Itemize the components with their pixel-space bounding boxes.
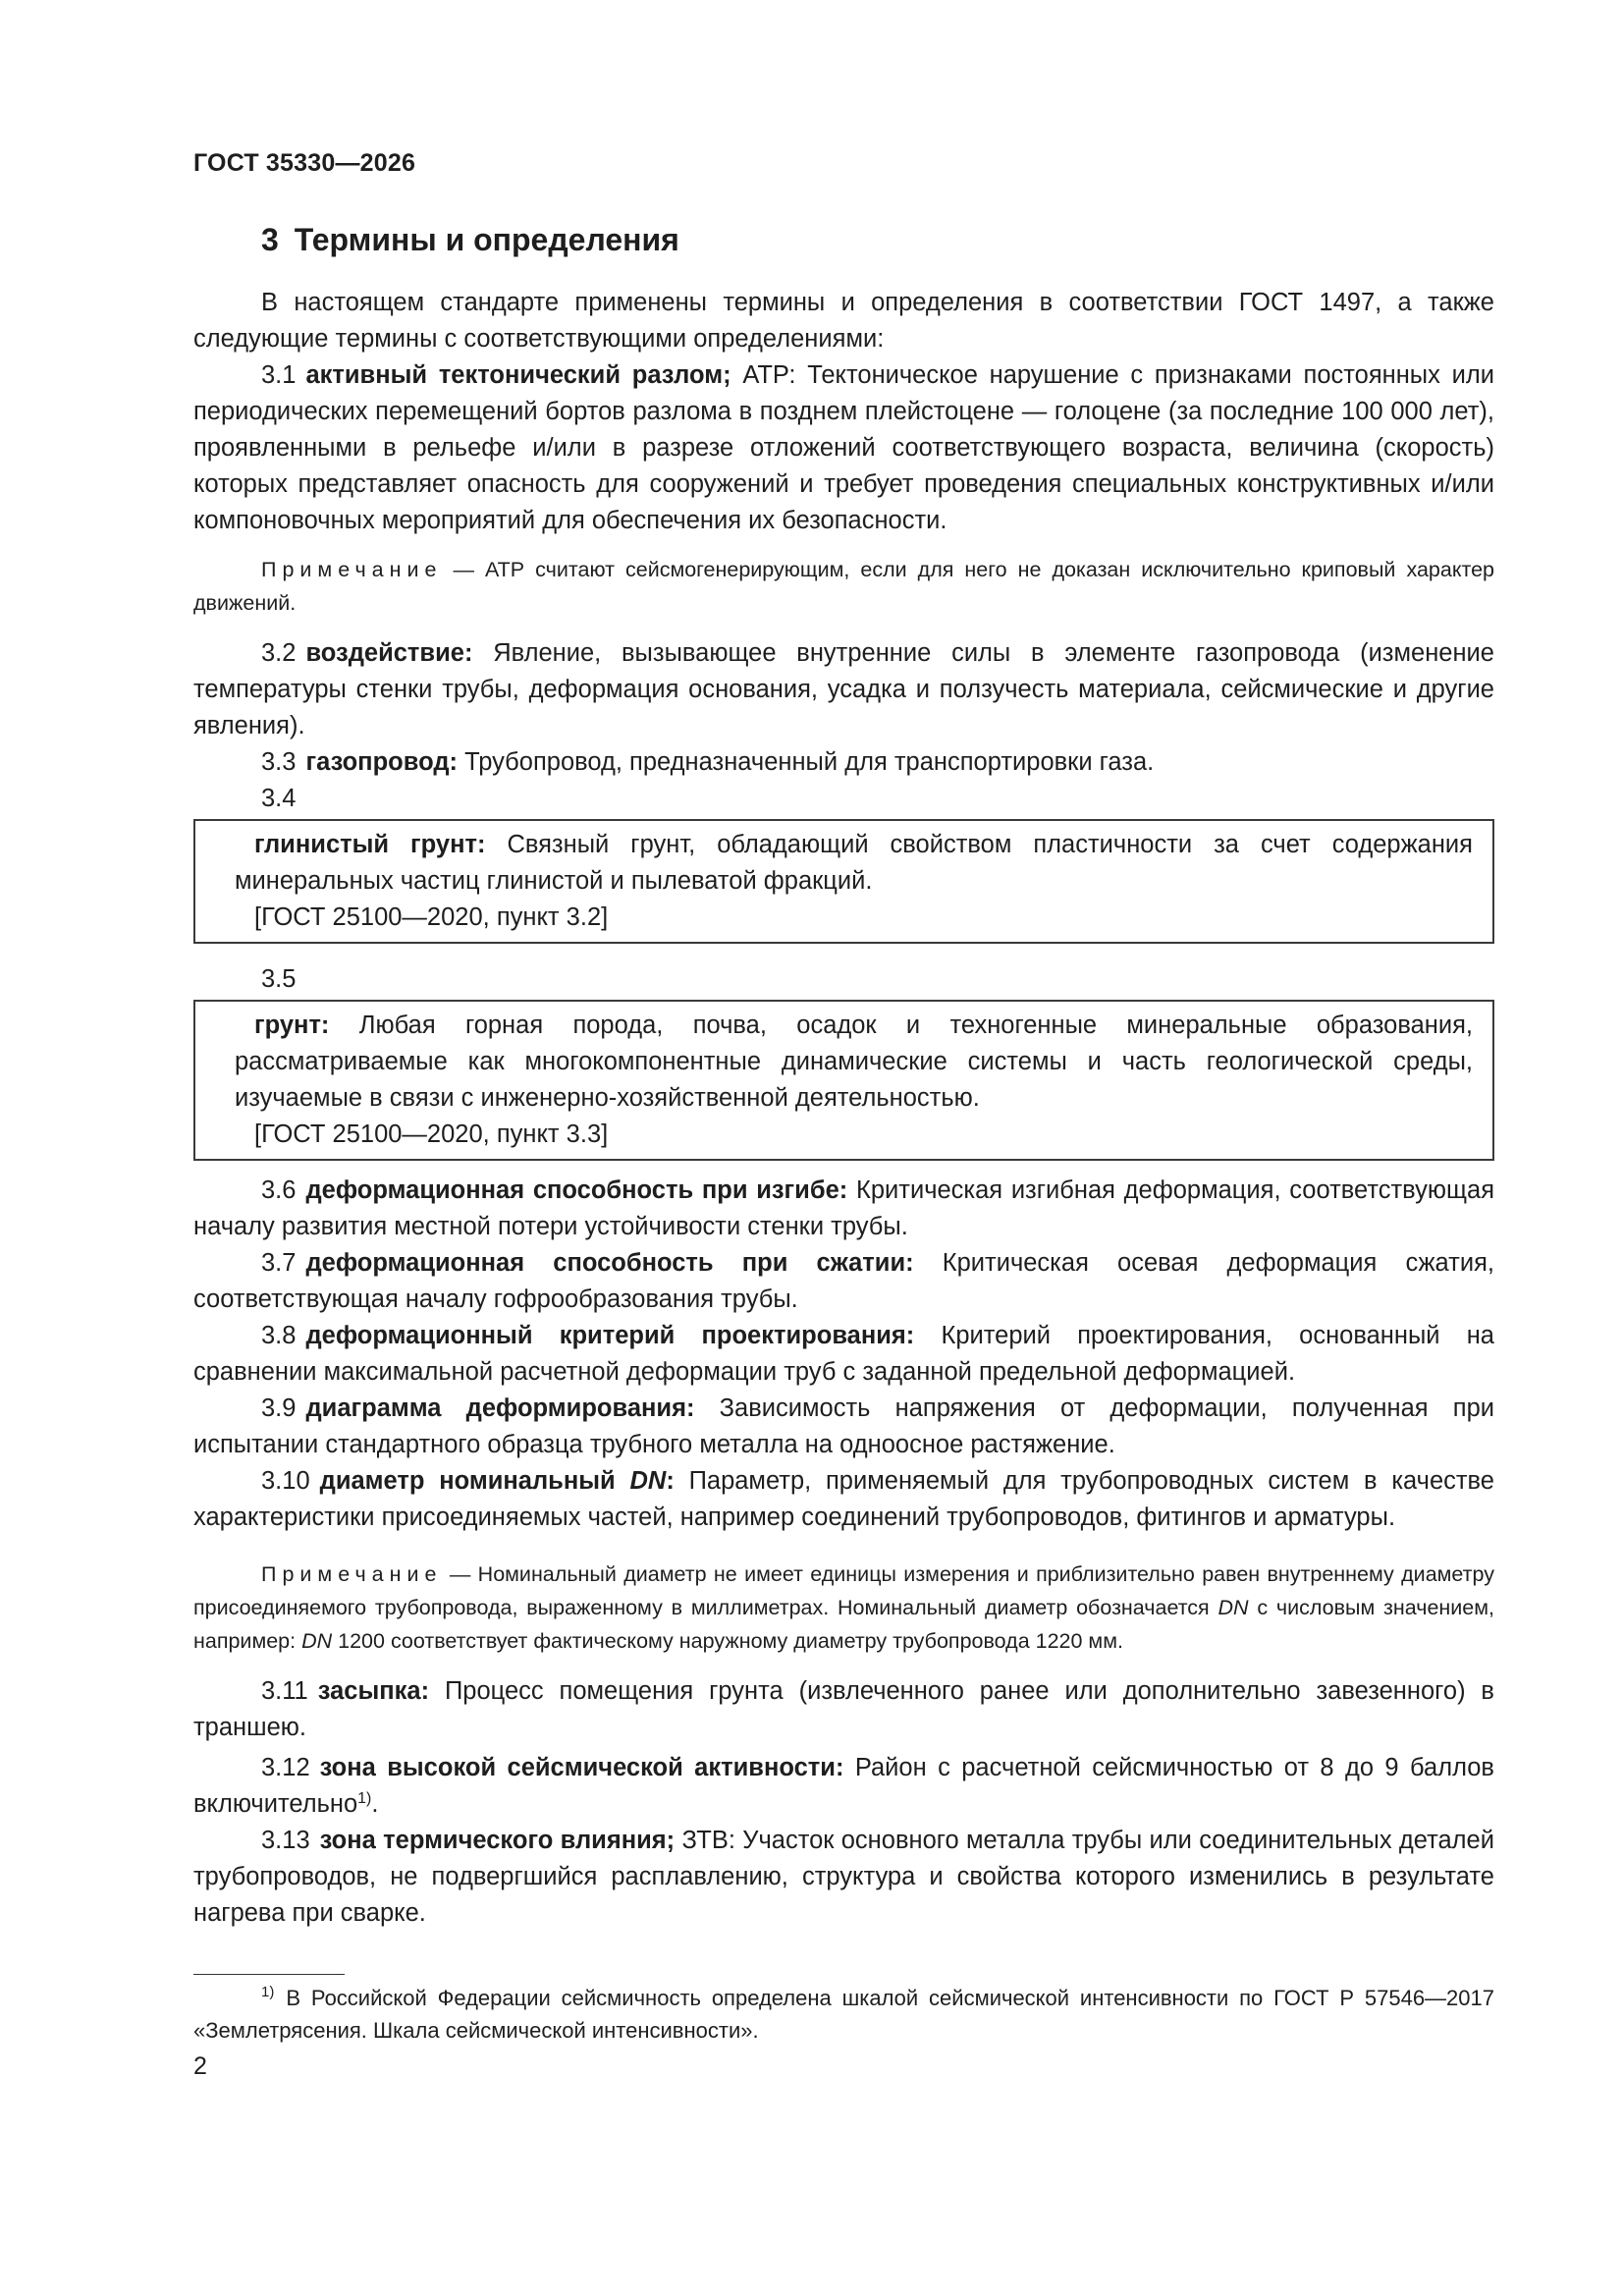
- term-3-7: [193, 1245, 1494, 1318]
- term-definition: Трубопровод, предназначенный для транспортировки газа.: [464, 748, 1155, 776]
- note-symbol: DN: [1217, 1596, 1249, 1619]
- term-definition: Критерий проектирования, основанный на сравнении максимальной расчетной деформации труб с заданной предельной деформацией.: [193, 1322, 1494, 1386]
- term-3-9: [193, 1391, 1494, 1463]
- term-3-4-number: 3.4: [261, 785, 297, 812]
- note-text: — Номинальный диаметр не имеет единицы измерения и приблизительно равен внутреннему диаметру присоединяемого трубопровода, выраженному в миллиметрах. Номинальный диаметр обозначается: [193, 1562, 1494, 1619]
- term-name: диаграмма деформирования:: [305, 1394, 695, 1422]
- term-name: активный тектонический разлом;: [305, 361, 731, 389]
- section-body: [193, 285, 1494, 1932]
- term-number: 3.1: [261, 361, 297, 389]
- term-definition: Зависимость напряжения от деформации, полученная при испытании стандартного образца трубного металла на одноосное растяжение.: [193, 1394, 1494, 1458]
- term-definition: Участок основного металла трубы или соединительных деталей трубопроводов, не подвергшийся расплавлению, структура и свойства которого изменились в результате нагрева при сварке.: [193, 1827, 1494, 1927]
- term-number: 3.8: [261, 1322, 297, 1349]
- term-3-4: [235, 827, 1473, 900]
- term-3-5-number: 3.5: [261, 965, 297, 993]
- term-name-text: диаметр номинальный: [319, 1467, 616, 1495]
- term-definition: Критическая изгибная деформация, соответствующая началу развития местной потери устойчивости стенки трубы.: [193, 1176, 1495, 1240]
- term-number: 3.3: [261, 748, 297, 776]
- term-colon: :: [666, 1467, 675, 1495]
- term-3-4-box: [193, 819, 1494, 944]
- term-definition: Тектоническое нарушение с признаками постоянных или периодических перемещений бортов разлома в позднем плейстоцене — голоцене (за последние 100 000 лет), проявленными в рельефе и/или в разрезе отложений соответствующего возраста, величина (скорость) которых представляет опасность для сооружений и требует проведения специальных конструктивных и/или компоновочных мероприятий для обеспечения их безопасности.: [193, 361, 1494, 534]
- term-number: 3.10: [261, 1467, 310, 1495]
- intro-paragraph: В настоящем стандарте применены термины и определения в соответствии ГОСТ 1497, а также следующие термины с соответствующими определениями:: [193, 289, 1494, 353]
- footnote-divider: [193, 1974, 345, 1975]
- document-code: ГОСТ 35330—2026: [193, 149, 416, 177]
- term-name: глинистый грунт:: [254, 831, 486, 858]
- term-name: засыпка:: [317, 1677, 430, 1705]
- section-heading: [261, 222, 679, 258]
- term-name: деформационный критерий проектирования:: [305, 1322, 915, 1349]
- footnote-text: В Российской Федерации сейсмичность определена шкалой сейсмической интенсивности по ГОСТ Р 57546—2017 «Землетрясения. Шкала сейсмической интенсивности».: [193, 1986, 1494, 2043]
- section-title-text: Термины и определения: [294, 222, 679, 257]
- term-3-8: [193, 1318, 1494, 1391]
- note-text: 1200 соответствует фактическому наружному диаметру трубопровода 1220 мм.: [338, 1629, 1123, 1653]
- term-name: зона высокой сейсмической активности:: [319, 1754, 844, 1781]
- term-number: 3.6: [261, 1176, 297, 1204]
- term-name: газопровод:: [305, 748, 458, 776]
- term-definition: Связный грунт, обладающий свойством пластичности за счет содержания минеральных частиц глинистой и пылеватой фракций.: [235, 831, 1473, 895]
- term-3-6: [193, 1173, 1494, 1245]
- term-source-reference: [ГОСТ 25100—2020, пункт 3.3]: [254, 1121, 609, 1148]
- term-3-1: [193, 357, 1494, 539]
- note-symbol: DN: [301, 1629, 333, 1653]
- term-number: 3.12: [261, 1754, 310, 1781]
- term-3-11: [193, 1673, 1494, 1746]
- term-abbreviation: ЗТВ:: [681, 1827, 735, 1854]
- term-name: зона термического влияния;: [319, 1827, 676, 1854]
- footnote-mark: 1): [261, 1984, 275, 2000]
- page-number: 2: [193, 2052, 207, 2080]
- term-number: 3.11: [261, 1677, 308, 1705]
- term-name: грунт:: [254, 1011, 330, 1039]
- term-abbreviation: АТР:: [742, 361, 796, 389]
- term-source-reference: [ГОСТ 25100—2020, пункт 3.2]: [254, 903, 609, 931]
- term-definition: Процесс помещения грунта (извлеченного ранее или дополнительно завезенного) в траншею.: [193, 1677, 1494, 1741]
- term-definition: Критическая осевая деформация сжатия, соответствующая началу гофрообразования трубы.: [193, 1249, 1494, 1313]
- term-name: [320, 1467, 675, 1495]
- term-3-10: [193, 1463, 1494, 1536]
- term-3-12: [193, 1750, 1494, 1823]
- note-text: — АТР считают сейсмогенерирующим, если для него не доказан исключительно криповый характер движений.: [193, 558, 1494, 615]
- term-end: .: [371, 1790, 379, 1818]
- note-3-10: [193, 1558, 1494, 1658]
- term-3-5: [235, 1008, 1473, 1117]
- term-name: деформационная способность при сжатии:: [305, 1249, 914, 1277]
- term-number: 3.9: [261, 1394, 297, 1422]
- section-number: 3: [261, 222, 279, 257]
- term-definition: Любая горная порода, почва, осадок и техногенные минеральные образования, рассматриваемые как многокомпонентные динамические системы и часть геологической среды, изучаемые в связи с инженерно-хозяйственной деятельностью.: [235, 1011, 1473, 1112]
- footnote: [193, 1982, 1494, 2047]
- term-name: воздействие:: [305, 639, 473, 667]
- term-definition: Явление, вызывающее внутренние силы в элементе газопровода (изменение температуры стенки трубы, деформация основания, усадка и ползучесть материала, сейсмические и другие явления).: [193, 639, 1494, 739]
- term-number: 3.2: [261, 639, 297, 667]
- term-number: 3.13: [261, 1827, 310, 1854]
- term-name: деформационная способность при изгибе:: [305, 1176, 848, 1204]
- term-definition: Район с расчетной сейсмичностью от 8 до 9 баллов включительно: [193, 1754, 1494, 1818]
- term-3-2: [193, 635, 1494, 744]
- term-definition: Параметр, применяемый для трубопроводных систем в качестве характеристики присоединяемых частей, например соединений трубопроводов, фитингов и арматуры.: [193, 1467, 1494, 1531]
- term-3-3: [193, 744, 1494, 781]
- note-3-1: [193, 553, 1494, 620]
- term-3-5-box: [193, 1000, 1494, 1161]
- note-label: Примечание: [261, 1562, 443, 1586]
- term-number: 3.7: [261, 1249, 297, 1277]
- term-3-13: [193, 1823, 1494, 1932]
- term-symbol: DN: [629, 1467, 667, 1495]
- footnote-reference[interactable]: 1): [357, 1790, 372, 1807]
- note-label: Примечание: [261, 558, 443, 581]
- note-text: с числовым значением, например:: [193, 1596, 1495, 1653]
